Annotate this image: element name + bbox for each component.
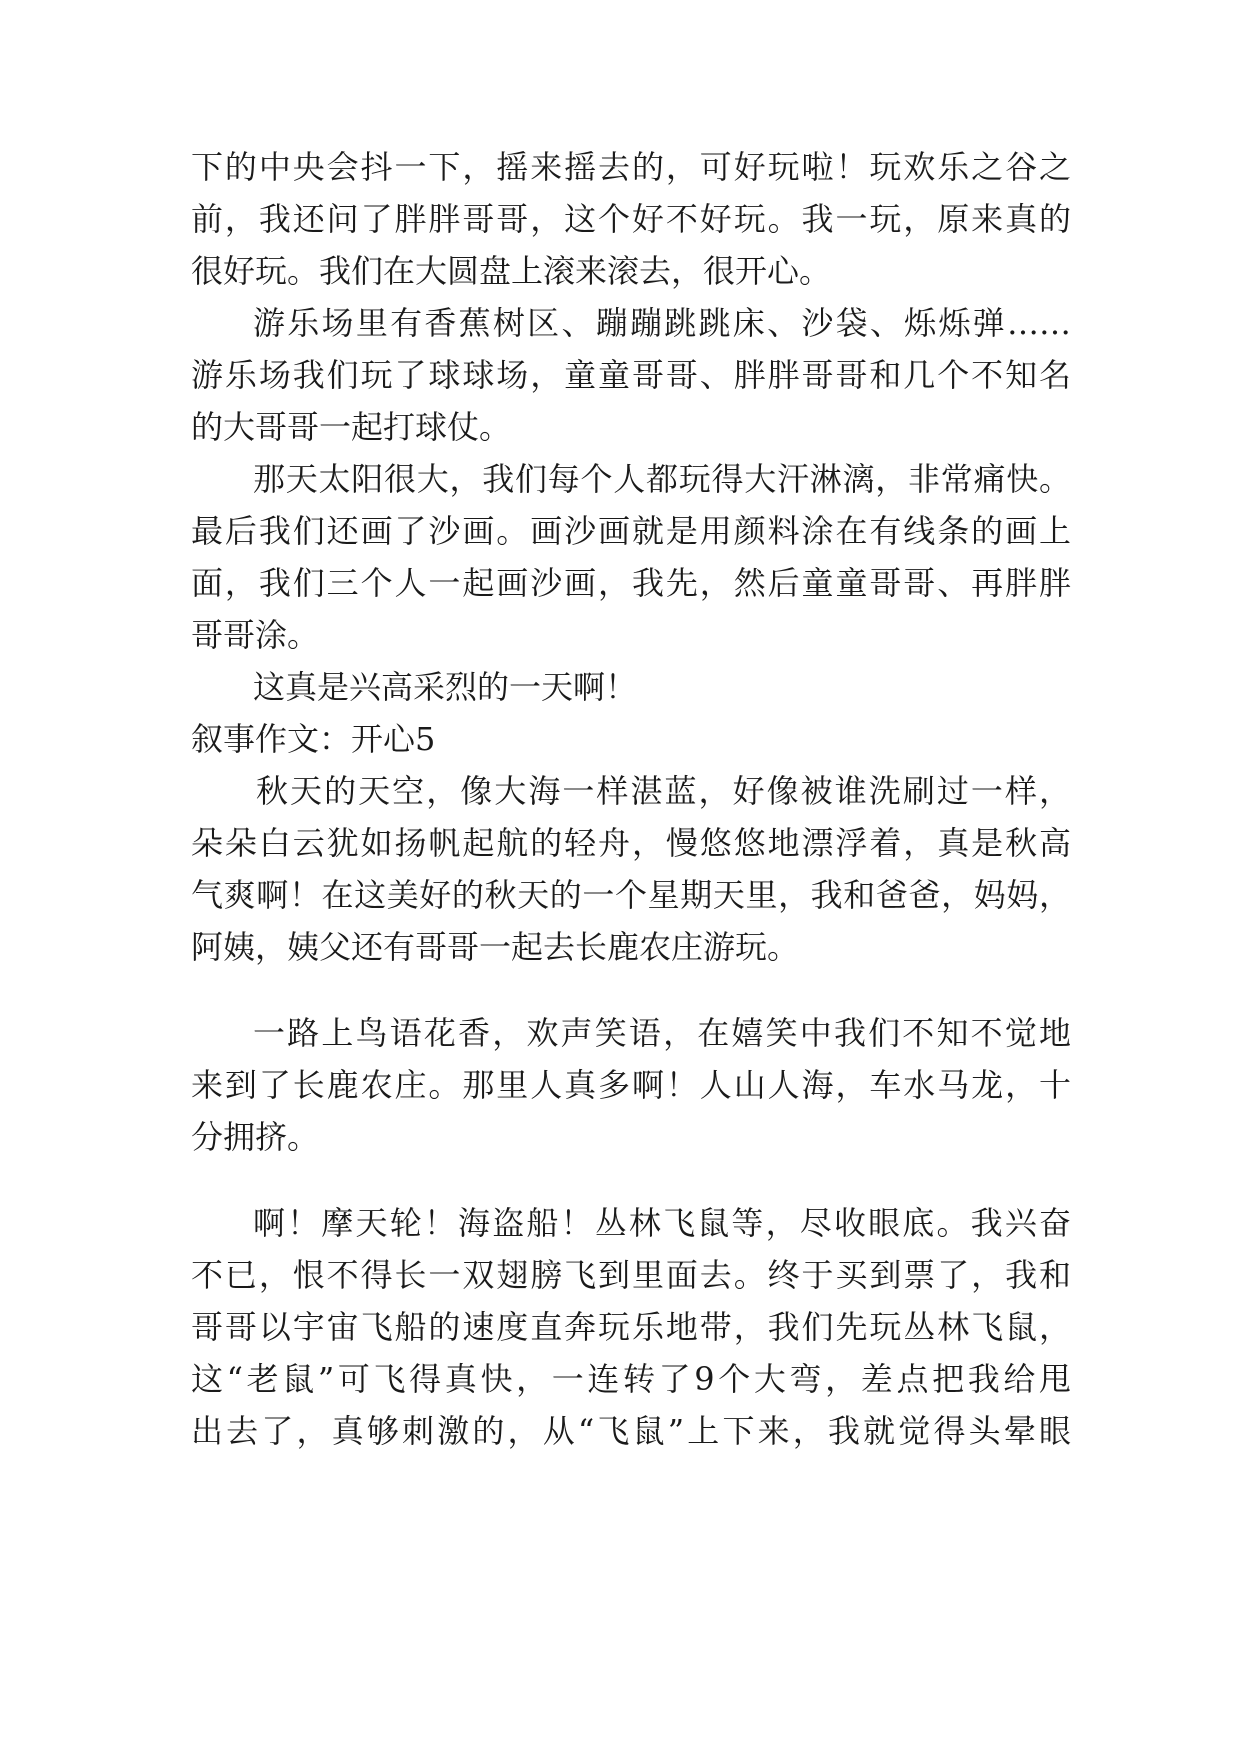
text-line: 的大哥哥一起打球仗。: [191, 408, 512, 446]
text-line: 来到了长鹿农庄。那里人真多啊！人山人海，车水马龙，十: [191, 1066, 1071, 1104]
text-line: 秋天的天空，像大海一样湛蓝，好像被谁洗刷过一样，: [256, 772, 1071, 810]
text-line: 游乐场里有香蕉树区、蹦蹦跳跳床、沙袋、烁烁弹……: [253, 304, 1071, 342]
text-line: 游乐场我们玩了球球场，童童哥哥、胖胖哥哥和几个不知名: [191, 356, 1071, 394]
text-line: 分拥挤。: [191, 1118, 320, 1156]
text-line: 不已，恨不得长一双翅膀飞到里面去。终于买到票了，我和: [191, 1256, 1071, 1294]
text-line: 这“老鼠”可飞得真快，一连转了9个大弯，差点把我给甩: [191, 1360, 1071, 1398]
text-line: 很好玩。我们在大圆盘上滚来滚去，很开心。: [191, 252, 832, 290]
text-line: 阿姨，姨父还有哥哥一起去长鹿农庄游玩。: [191, 928, 800, 966]
text-line: 哥哥以宇宙飞船的速度直奔玩乐地带，我们先玩丛林飞鼠，: [191, 1308, 1071, 1346]
text-line: 一路上鸟语花香，欢声笑语，在嬉笑中我们不知不觉地: [253, 1014, 1071, 1052]
text-line: 朵朵白云犹如扬帆起航的轻舟，慢悠悠地漂浮着，真是秋高: [191, 824, 1071, 862]
text-line: 出去了，真够刺激的，从“飞鼠”上下来，我就觉得头晕眼: [191, 1412, 1071, 1450]
text-line: 下的中央会抖一下，摇来摇去的，可好玩啦！玩欢乐之谷之: [191, 148, 1071, 186]
text-line: 气爽啊！在这美好的秋天的一个星期天里，我和爸爸，妈妈，: [191, 876, 1071, 914]
text-line: 这真是兴高采烈的一天啊！: [253, 668, 638, 706]
section-heading: 叙事作文：开心5: [191, 720, 436, 758]
text-line: 前，我还问了胖胖哥哥，这个好不好玩。我一玩，原来真的: [191, 200, 1071, 238]
text-line: 那天太阳很大，我们每个人都玩得大汗淋漓，非常痛快。: [253, 460, 1071, 498]
text-line: 面，我们三个人一起画沙画，我先，然后童童哥哥、再胖胖: [191, 564, 1071, 602]
text-line: 最后我们还画了沙画。画沙画就是用颜料涂在有线条的画上: [191, 512, 1071, 550]
text-line: 啊！摩天轮！海盗船！丛林飞鼠等，尽收眼底。我兴奋: [253, 1204, 1071, 1242]
text-line: 哥哥涂。: [191, 616, 320, 654]
